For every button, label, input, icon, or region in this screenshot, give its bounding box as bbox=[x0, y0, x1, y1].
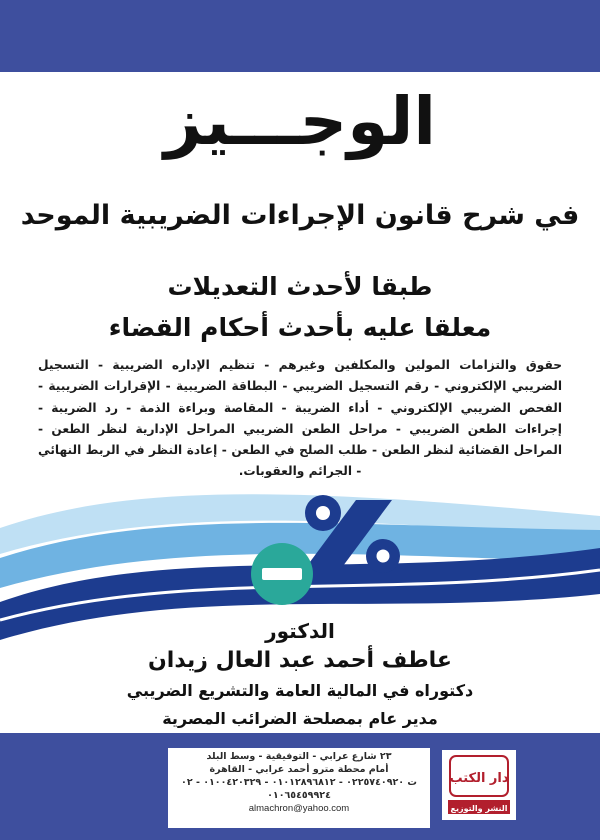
topics-list: حقوق والتزامات المولين والمكلفين وغيرهم - تنظيم الإداره الضريبية - التسجيل الضريبي الإلكتروني - رقم التسجيل الضريبي - البطاقة الضريبية - الإقرارات الضريبية - الفحص الضريبي الإلكتروني - أداء الضريبة - المقاصة وبراءة الذمة - رد الضريبة - إجراءات الطعن الضريبي - مراحل الطعن الضريبي المراحل الإدارية لنظر الطعن - المراحل القضائية لنظر الطعن - طلب الصلح في الطعن - إعادة النظر في الربط النهائي - الجرائم والعقوبات. bbox=[38, 358, 562, 479]
top-blue-bar bbox=[0, 0, 600, 72]
publisher-address-line: أمام محطة مترو أحمد عرابي - القاهرة bbox=[209, 764, 389, 775]
logo-text-top: دار الكتب bbox=[449, 771, 509, 786]
publisher-address-line: ٢٣ شارع عرابي - التوفيقية - وسط البلد bbox=[206, 751, 392, 762]
wave-graphic bbox=[0, 470, 600, 640]
book-title: الوجـــيز bbox=[163, 83, 437, 160]
author-title-label: الدكتور bbox=[265, 619, 335, 643]
publisher-info bbox=[168, 748, 430, 828]
publisher-phones: ت ٠٢٢٥٧٤٠٩٢٠ - ٠١٠١٢٨٩٦٨١٢ - ٠١٠٠٤٢٠٣٢٩ - ٠٢ bbox=[181, 777, 417, 788]
tagline-court-rulings: معلقا عليه بأحدث أحكام القضاء bbox=[108, 313, 492, 342]
logo-text-bottom: النشر والتوزيع bbox=[450, 804, 508, 813]
publisher-phones: ٠١٠٦٥٤٥٩٩٢٤ bbox=[267, 790, 331, 801]
publisher-logo bbox=[442, 750, 516, 820]
book-subtitle: في شرح قانون الإجراءات الضريبية الموحد bbox=[20, 200, 580, 231]
tagline-latest-amendments: طبقا لأحدث التعديلات bbox=[167, 272, 433, 301]
publisher-email: almachron@yahoo.com bbox=[248, 803, 350, 814]
author-position: مدير عام بمصلحة الضرائب المصرية bbox=[162, 709, 438, 728]
author-name: عاطف أحمد عبد العال زيدان bbox=[148, 648, 452, 673]
author-degree: دكتوراه في المالية العامة والتشريع الضريبي bbox=[126, 681, 474, 700]
